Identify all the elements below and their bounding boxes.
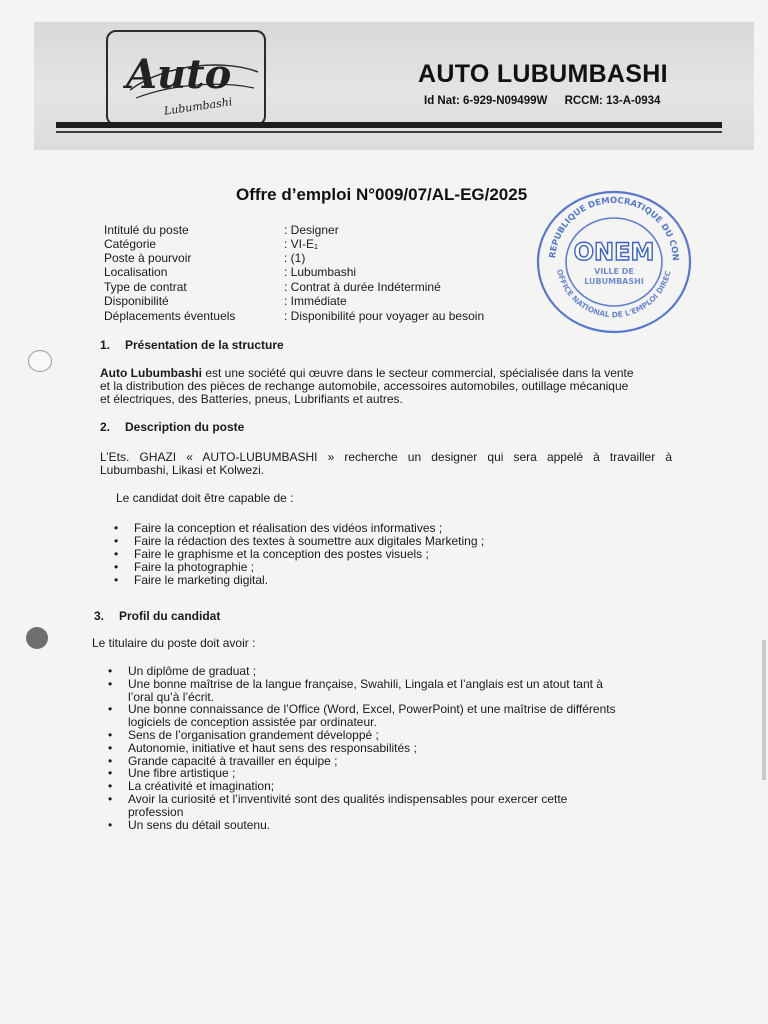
profile-list	[104, 665, 616, 831]
paragraph-text: est une société qui œuvre dans le secteur commercial, spécialisée dans la vente	[202, 366, 634, 380]
company-logo	[106, 30, 266, 126]
info-label: Disponibilité	[104, 294, 169, 308]
list-item: • Une bonne maîtrise de la langue française, Swahili, Lingala et l’anglais est un atout tant à l’oral qu’à l’écrit.	[108, 676, 603, 704]
list-item: • Faire le graphisme et la conception des postes visuels ;	[114, 547, 429, 561]
punch-hole	[28, 350, 52, 372]
info-label: Catégorie	[104, 237, 157, 251]
paragraph-text: L’Ets. GHAZI « AUTO-LUBUMBASHI » recherche un designer qui sera appelé à travailler à	[100, 450, 672, 464]
official-stamp	[533, 188, 695, 336]
info-value: : Disponibilité pour voyager au besoin	[284, 309, 485, 323]
letterhead	[34, 22, 754, 150]
info-value: : Lubumbashi	[284, 265, 357, 279]
info-value: : Contrat à durée Indéterminé	[284, 280, 441, 294]
section-number: 1.	[100, 338, 111, 352]
task-list	[110, 522, 484, 587]
info-label: Type de contrat	[104, 280, 187, 294]
section-heading-profile	[94, 609, 220, 623]
list-item: • Faire la conception et réalisation des vidéos informatives ;	[114, 521, 443, 535]
section-title: Présentation de la structure	[125, 338, 284, 352]
list-item: • Faire le marketing digital.	[114, 573, 269, 587]
section-heading-structure	[100, 338, 284, 352]
document-title: Offre d’emploi N°009/07/AL-EG/2025	[236, 185, 528, 204]
list-item: • Autonomie, initiative et haut sens des responsabilités ;	[108, 740, 417, 755]
info-label: Poste à pourvoir	[104, 251, 192, 265]
scan-edge-shadow	[762, 640, 766, 780]
stamp-center-title: ONEM	[573, 238, 655, 266]
info-value: : Designer	[284, 223, 339, 237]
list-item: • Faire la rédaction des textes à soumettre aux digitales Marketing ;	[114, 534, 485, 548]
id-nat: Id Nat: 6-929-N09499W	[424, 95, 548, 107]
section-title: Profil du candidat	[119, 609, 221, 623]
header-rule-thin	[56, 131, 722, 133]
stamp-center-line2: LUBUMBASHI	[584, 277, 644, 286]
structure-paragraph	[100, 367, 680, 406]
info-value: : (1)	[284, 251, 306, 265]
list-item: • Un sens du détail soutenu.	[108, 817, 271, 832]
company-name-bold: Auto Lubumbashi	[100, 366, 202, 380]
list-item: • Une bonne connaissance de l’Office (Word, Excel, PowerPoint) et une maîtrise de différents logiciels de conception assistée par ordinateur.	[108, 702, 616, 730]
list-item: • Avoir la curiosité et l’inventivité sont des qualités indispensables pour exercer cette profession	[108, 791, 568, 819]
list-item: • Faire la photographie ;	[114, 560, 255, 574]
section-heading-description	[100, 420, 244, 434]
logo-subtext: Lubumbashi	[163, 95, 234, 118]
list-item: • Un diplôme de graduat ;	[108, 664, 257, 678]
stamp-bottom-text: OFFICE NATIONAL DE L'EMPLOI DIREC	[554, 268, 673, 320]
logo-text: Auto	[126, 51, 232, 98]
header-rule	[56, 122, 722, 128]
section-number: 3.	[94, 609, 105, 623]
company-identifiers	[424, 95, 660, 107]
description-paragraph	[100, 451, 672, 477]
candidate-intro: Le candidat doit être capable de :	[116, 491, 294, 505]
list-item: • Une fibre artistique ;	[108, 766, 236, 781]
info-label: Intitulé du poste	[104, 223, 189, 237]
punch-hole	[26, 627, 48, 649]
info-value: : VI-E₁	[284, 237, 319, 251]
stamp-center-line1: VILLE DE	[594, 267, 634, 276]
section-number: 2.	[100, 420, 111, 434]
profile-intro: Le titulaire du poste doit avoir :	[92, 636, 256, 650]
paragraph-text: et la distribution des pièces de rechange automobile, accessoires automobiles, outillage mécanique	[100, 379, 629, 393]
info-label: Localisation	[104, 265, 168, 279]
paragraph-text: Lubumbashi, Likasi et Kolwezi.	[100, 463, 265, 477]
info-label: Déplacements éventuels	[104, 309, 236, 323]
info-value: : Immédiate	[284, 294, 347, 308]
list-item: • La créativité et imagination;	[108, 779, 275, 794]
list-item: • Sens de l’organisation grandement développé ;	[108, 727, 379, 742]
company-name: AUTO LUBUMBASHI	[418, 60, 668, 88]
rccm: RCCM: 13-A-0934	[564, 95, 661, 107]
stamp-top-text: REPUBLIQUE DEMOCRATIQUE DU CON	[548, 195, 681, 262]
section-title: Description du poste	[125, 420, 245, 434]
list-item: • Grande capacité à travailler en équipe ;	[108, 753, 338, 768]
paragraph-text: et électriques, des Batteries, pneus, Lubrifiants et autres.	[100, 392, 403, 406]
